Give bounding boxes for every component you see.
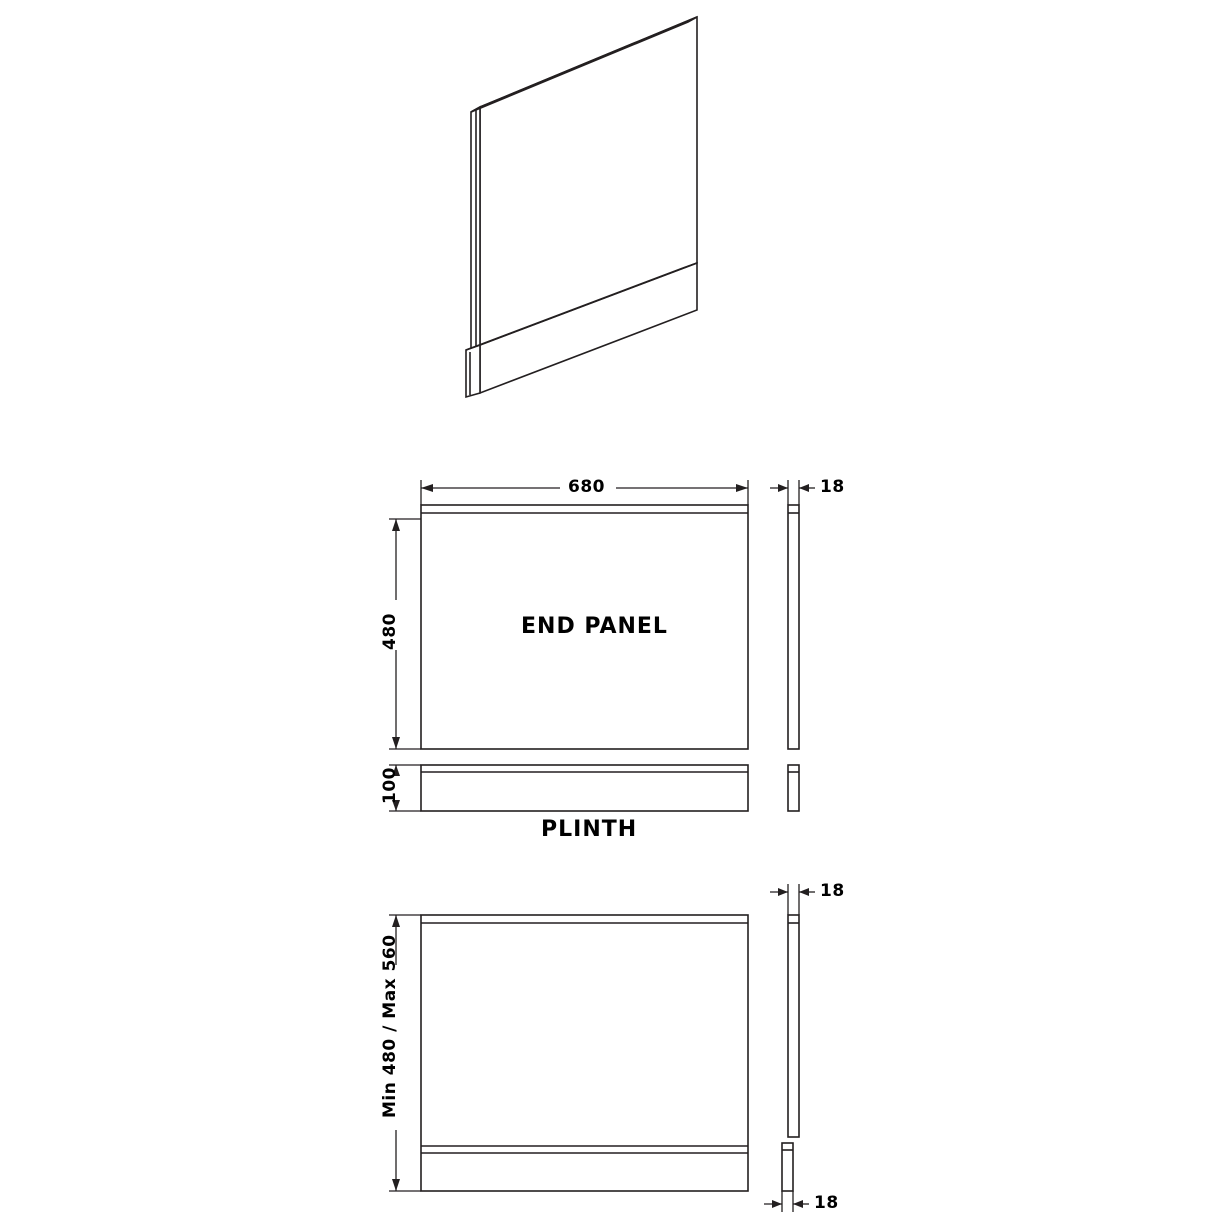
dimension-18-adjustable-bottom (764, 1191, 809, 1212)
dimension-label-plinth-height-100: 100 (380, 767, 400, 804)
dimension-18-adjustable-top (770, 884, 815, 915)
part-label-end-panel: END PANEL (521, 614, 668, 639)
dimension-18-top (770, 480, 815, 505)
dimension-label-height-480: 480 (380, 613, 400, 650)
dimension-label-thickness-18-adjustable-bottom: 18 (814, 1193, 839, 1213)
adjustable-panel-front-view (421, 915, 748, 1191)
dimension-label-min-max-height: Min 480 / Max 560 (380, 934, 400, 1118)
plinth-side-view (788, 765, 799, 811)
dimension-label-thickness-18-top: 18 (820, 477, 845, 497)
dimension-label-width-680: 680 (568, 477, 605, 497)
isometric-panel-view (466, 17, 697, 397)
plinth-front-view (421, 765, 748, 811)
adjustable-panel-side-view (782, 915, 799, 1191)
side-thickness-view (788, 505, 799, 749)
dimension-label-thickness-18-adjustable-top: 18 (820, 881, 845, 901)
part-label-plinth: PLINTH (541, 817, 638, 842)
